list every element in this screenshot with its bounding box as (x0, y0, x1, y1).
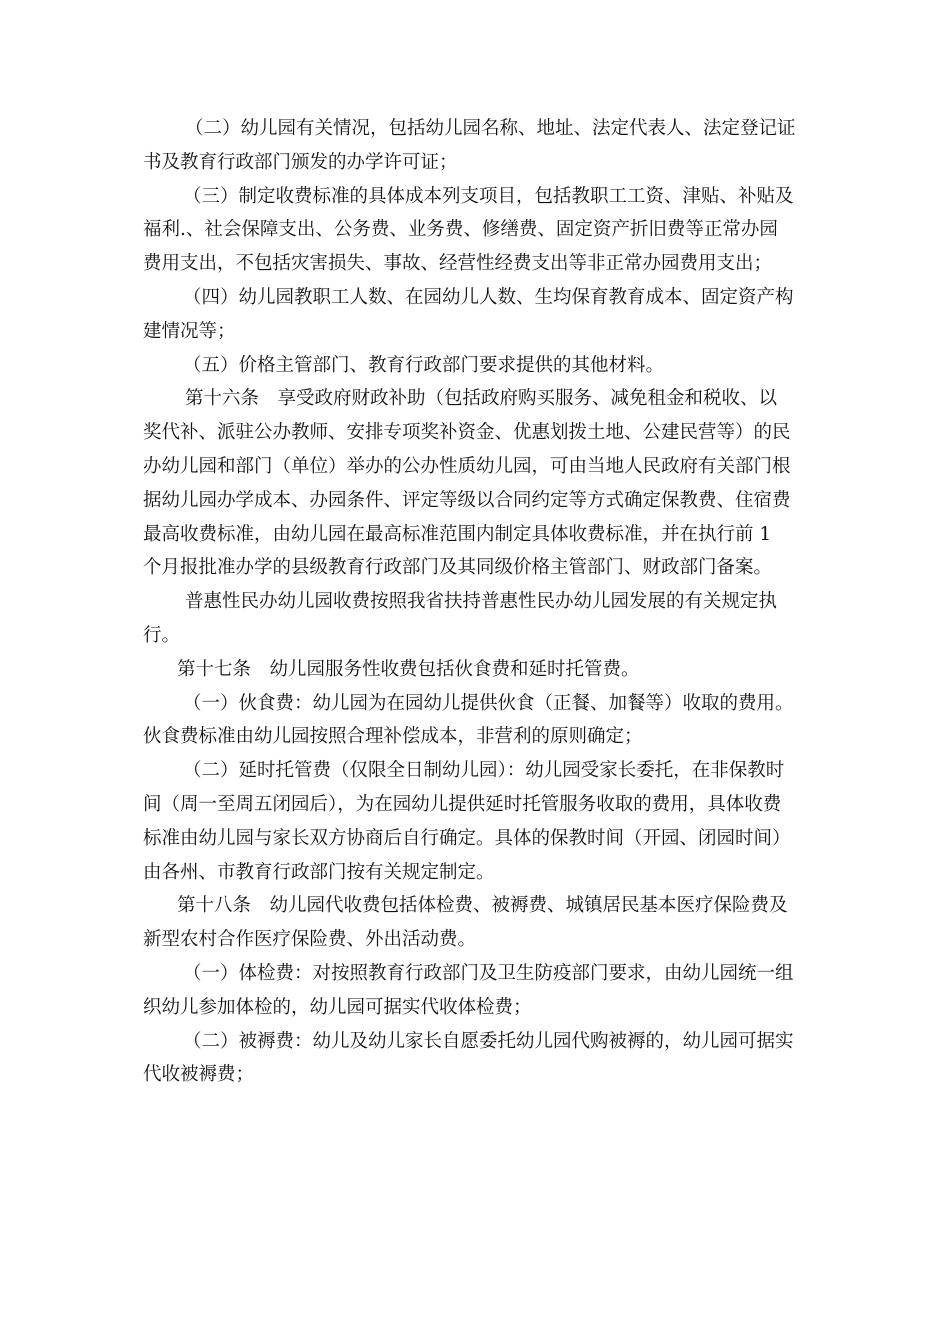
paragraph-p3 (143, 281, 808, 349)
paragraph-p1 (143, 112, 808, 180)
paragraph-p12 (143, 1025, 808, 1093)
paragraph-article-18 (143, 889, 808, 957)
text-line: 个月报批准办学的县级教育行政部门及其同级价格主管部门、财政部门备案。 (143, 557, 773, 579)
text-line: 间（周一至周五闭园后），为在园幼儿提供延时托管服务收取的费用，具体收费 (143, 793, 782, 815)
paragraph-article-16 (143, 382, 808, 585)
text-line: （一）伙食费：幼儿园为在园幼儿提供伙食（正餐、加餐等）收取的费用。 (183, 692, 794, 714)
paragraph-p9 (143, 754, 808, 889)
text-line: （三）制定收费标准的具体成本列支项目，包括教职工工资、津贴、补贴及 (183, 185, 794, 207)
text-line: 伙食费标准由幼儿园按照合理补偿成本，非营利的原则确定； (143, 726, 643, 748)
text-line: （二）被褥费：幼儿及幼儿家长自愿委托幼儿园代购被褥的，幼儿园可据实 (183, 1030, 794, 1052)
text-line: 奖代补、派驻公办教师、安排专项奖补资金、优惠划拨土地、公建民营等）的民 (143, 422, 791, 444)
paragraph-p2 (143, 180, 808, 281)
paragraph-article-17 (143, 653, 808, 687)
text-line: 普惠性民办幼儿园收费按照我省扶持普惠性民办幼儿园发展的有关规定执 (185, 591, 778, 613)
text-line: 建情况等； (143, 320, 236, 342)
text-line: 费用支出，不包括灾害损失、事故、经营性经费支出等非正常办园费用支出； (143, 253, 773, 275)
text-line: 福利.、社会保障支出、公务费、业务费、修缮费、固定资产折旧费等正常办园 (143, 219, 778, 241)
text-line: 第十六条 享受政府财政补助（包括政府购买服务、减免租金和税收、以 (185, 388, 778, 410)
text-line: （二）延时托管费（仅限全日制幼儿园）：幼儿园受家长委托，在非保教时 (183, 760, 785, 782)
paragraph-p8 (143, 687, 808, 755)
text-line: 最高收费标准，由幼儿园在最高标准范围内制定具体收费标准，并在执行前 1 (143, 523, 772, 545)
text-line: 据幼儿园办学成本、办园条件、评定等级以合同约定等方式确定保教费、住宿费 (143, 489, 791, 511)
text-line: 第十八条 幼儿园代收费包括体检费、被褥费、城镇居民基本医疗保险费及 (177, 895, 788, 917)
text-line: 行。 (143, 624, 181, 646)
paragraph-p11 (143, 957, 808, 1025)
text-line: （四）幼儿园教职工人数、在园幼儿人数、生均保育教育成本、固定资产构 (183, 286, 794, 308)
paragraph-p6 (143, 585, 808, 653)
text-line: 办幼儿园和部门（单位）举办的公办性质幼儿园，可由当地人民政府有关部门根 (143, 455, 791, 477)
text-line: 代收被褥费； (143, 1064, 255, 1086)
text-line: 标准由幼儿园与家长双方协商后自行确定。具体的保教时间（开园、闭园时间） (143, 827, 791, 849)
text-line: 书及教育行政部门颁发的办学许可证； (143, 151, 458, 173)
text-line: 由各州、市教育行政部门按有关规定制定。 (143, 861, 495, 883)
text-line: 织幼儿参加体检的，幼儿园可据实代收体检费； (143, 996, 532, 1018)
text-line: 新型农村合作医疗保险费、外出活动费。 (143, 929, 477, 951)
text-line: （五）价格主管部门、教育行政部门要求提供的其他材料。 (183, 354, 665, 376)
text-line: 第十七条 幼儿园服务性收费包括伙食费和延时托管费。 (177, 658, 640, 680)
text-line: （二）幼儿园有关情况，包括幼儿园名称、地址、法定代表人、法定登记证 (185, 118, 796, 139)
paragraph-p4 (143, 349, 808, 383)
document-body (143, 112, 808, 1092)
text-line: （一）体检费：对按照教育行政部门及卫生防疫部门要求，由幼儿园统一组 (183, 962, 794, 984)
